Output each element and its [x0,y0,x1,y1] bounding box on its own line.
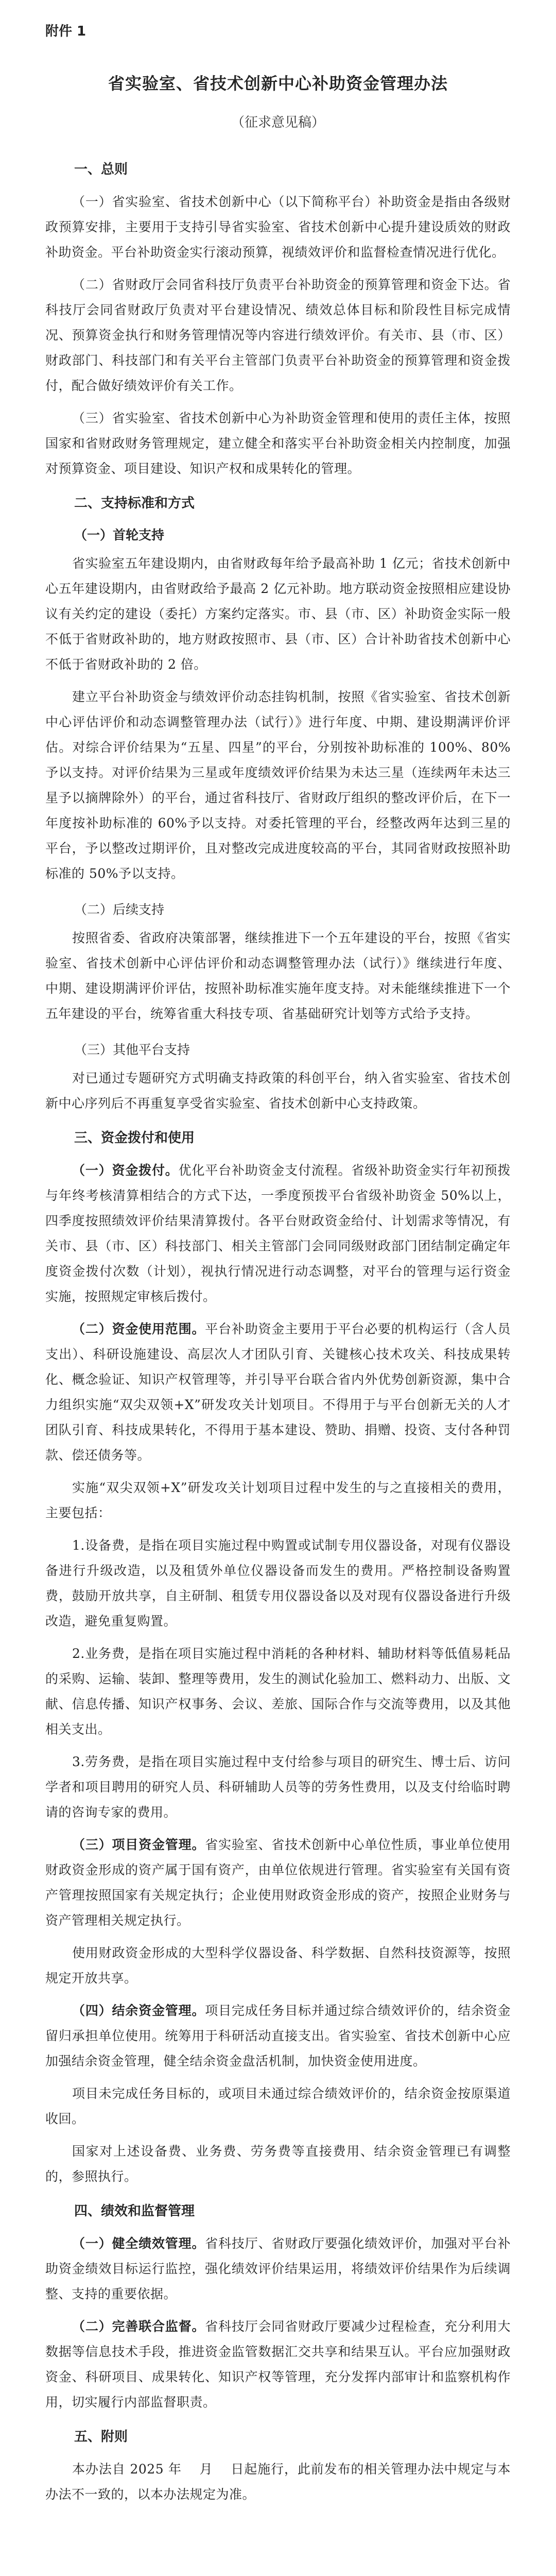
paragraph: 2.业务费，是指在项目实施过程中消耗的各种材料、辅助材料等低值易耗品的采购、运输、装卸、整理等费用，发生的测试化验加工、燃料动力、出版、文献、信息传播、知识产权事务、会议、差旅、国际合作与交流等费用，以及其他相关支出。 [45,1646,511,1737]
paragraph [45,1316,511,1468]
paragraph: 使用财政资金形成的大型科学仪器设备、科学数据、自然科技资源等，按照规定开放共享。 [45,1945,511,1986]
paragraph [45,1832,511,1933]
paragraph-body: 省实验室、省技术创新中心单位性质，事业单位使用财政资金形成的资产属于国有资产，由单位依规进行管理。省实验室有关国有资产管理按照国家有关规定执行；企业使用财政资金形成的资产，按照企业财务与资产管理相关规定执行。 [45,1837,511,1928]
paragraph-body: 省科技厅会同省财政厅要减少过程检查，充分利用大数据等信息技术手段，推进资金监管数据汇交共享和结果互认。平台应加强财政资金、科研项目、成果转化、知识产权等管理，充分发挥内部审计和监察机构作用，切实履行内部监督职责。 [45,2319,511,2410]
paragraph: 项目未完成任务目标的，或项目未通过综合绩效评价的，结余资金按原渠道收回。 [45,2086,511,2126]
paragraph-lead: （三）项目资金管理。 [72,1837,205,1852]
paragraph: （一）省实验室、省技术创新中心（以下简称平台）补助资金是指由各级财政预算安排，主要用于支持引导省实验室、省技术创新中心提升建设质效的财政补助资金。平台补助资金实行滚动预算，视绩效评价和监督检查情况进行优化。 [45,194,511,260]
section-heading-3: 三、资金拨付和使用 [74,1130,195,1146]
paragraph: （三）省实验室、省技术创新中心为补助资金管理和使用的责任主体，按照国家和省财政财务管理规定，建立健全和落实平台补助资金相关内控制度，加强对预算资金、项目建设、知识产权和成果转化的管理。 [45,411,511,476]
paragraph: 按照省委、省政府决策部署，继续推进下一个五年建设的平台，按照《省实验室、省技术创新中心评估评价和动态调整管理办法（试行）》继续进行年度、中期、建设期满评价评估，按照补助标准实施年度支持。对未能继续推进下一个五年建设的平台，统筹省重大科技专项、省基础研究计划等方式给予支持。 [45,930,511,1021]
section-heading-1: 一、总则 [74,162,128,177]
paragraph-lead: （二）资金使用范围。 [72,1321,205,1336]
paragraph: 对已通过专题研究方式明确支持政策的科创平台，纳入省实验室、省技术创新中心序列后不再重复享受省实验室、省技术创新中心支持政策。 [45,1071,511,1111]
document-page [45,21,511,2514]
subsection-heading: （三）其他平台支持 [74,1042,190,1057]
paragraph [45,1158,511,1309]
paragraph [45,1998,511,2074]
section-heading-4: 四、绩效和监督管理 [74,2204,195,2219]
paragraph [45,2231,511,2307]
paragraph-body: 优化平台补助资金支付流程。省级补助资金实行年初预拨与年终考核清算相结合的方式下达，一季度预拨平台省级补助资金 50%以上，四季度按照绩效评价结果清算拨付。各平台财政资金给付、计划需求等情况，有关市、县（市、区）科技部门、相关主管部门会同同级财政部门团结制定确定年度资金拨付次数（计划），视执行情况进行动态调整，对平台的管理与运行资金实施，按照规定审核后拨付。 [45,1163,511,1304]
paragraph: 1.设备费，是指在项目实施过程中购置或试制专用仪器设备，对现有仪器设备进行升级改造，以及租赁外单位仪器设备而发生的费用。严格控制设备购置费，鼓励开放共享，自主研制、租赁专用仪器设备以及对现有仪器设备进行升级改造，避免重复购置。 [45,1538,511,1629]
paragraph [45,2314,511,2415]
paragraph-lead: （一）资金拨付。 [72,1163,179,1178]
paragraph-body: 平台补助资金主要用于平台必要的机构运行（含人员支出）、科研设施建设、高层次人才团队引育、关键核心技术攻关、科技成果转化、概念验证、知识产权管理等，并引导平台联合省内外优势创新资源，集中合力组织实施“双尖双领+X”研发攻关计划项目。不得用于与平台创新无关的人才团队引育、科技成果转化，不得用于基本建设、赞助、捐赠、投资、支付各种罚款、偿还债务等。 [45,1321,511,1463]
paragraph-lead: （二）完善联合监督。 [72,2319,205,2334]
paragraph-lead: （一）健全绩效管理。 [72,2236,205,2251]
paragraph: 省实验室五年建设期内，由省财政每年给予最高补助 1 亿元；省技术创新中心五年建设期内，由省财政给予最高 2 亿元补助。地方联动资金按照相应建设协议有关约定的建设（委托）方案约定落实。市、县（市、区）补助资金实际一般不低于省财政补助的，地方财政按照市、县（市、区）合计补助省技术创新中心不低于省财政补助的 2 倍。 [45,556,511,672]
subsection-heading: （一）首轮支持 [74,528,165,543]
subsection-heading: （二）后续支持 [74,902,165,917]
paragraph: （二）省财政厅会同省科技厅负责平台补助资金的预算管理和资金下达。省科技厅会同省财政厅负责对平台建设情况、绩效总体目标和阶段性目标完成情况、预算资金执行和财务管理情况等内容进行绩效评价。有关市、县（市、区）财政部门、科技部门和有关平台主管部门负责平台补助资金的预算管理和资金拨付，配合做好绩效评价有关工作。 [45,277,511,393]
paragraph: 实施“双尖双领+X”研发攻关计划项目过程中发生的与之直接相关的费用，主要包括： [45,1480,511,1520]
paragraph: 3.劳务费，是指在项目实施过程中支付给参与项目的研究生、博士后、访问学者和项目聘用的研究人员、科研辅助人员等的劳务性费用，以及支付给临时聘请的咨询专家的费用。 [45,1754,511,1820]
page-subtitle: （征求意见稿） [231,115,325,130]
section-heading-2: 二、支持标准和方式 [74,496,195,511]
paragraph-body: 项目完成任务目标并通过综合绩效评价的，结余资金留归承担单位使用。统筹用于科研活动直接支出。省实验室、省技术创新中心应加强结余资金管理，健全结余资金盘活机制，加快资金使用进度。 [45,2003,511,2069]
paragraph-lead: （四）结余资金管理。 [72,2003,205,2018]
paragraph-body: 省科技厅、省财政厅要强化绩效评价，加强对平台补助资金绩效目标运行监控，强化绩效评价结果运用，将绩效评价结果作为后续调整、支持的重要依据。 [45,2236,511,2301]
attachment-label: 附件 1 [45,24,86,39]
page-title: 省实验室、省技术创新中心补助资金管理办法 [108,74,448,93]
paragraph: 建立平台补助资金与绩效评价动态挂钩机制，按照《省实验室、省技术创新中心评估评价和动态调整管理办法（试行）》进行年度、中期、建设期满评价评估。对综合评价结果为“五星、四星”的平台，分别按补助标准的 100%、80%予以支持。对评价结果为三星或年度绩效评价结果为未达三星（连续两年未达三星予以摘牌除外）的平台，通过省科技厅、省财政厅组织的整改评价后，在下一年度按补助标准的 60%予以支持。对委托管理的平台，经整改两年达到三星的平台，予以整改过期评价，且对整改完成进度较高的平台，其同省财政按照补助标准的 50%予以支持。 [45,689,511,881]
paragraph: 本办法自 2025 年 月 日起施行，此前发布的相关管理办法中规定与本办法不一致的，以本办法规定为准。 [45,2462,511,2502]
paragraph: 国家对上述设备费、业务费、劳务费等直接费用、结余资金管理已有调整的，参照执行。 [45,2144,511,2184]
section-heading-5: 五、附则 [74,2429,128,2445]
